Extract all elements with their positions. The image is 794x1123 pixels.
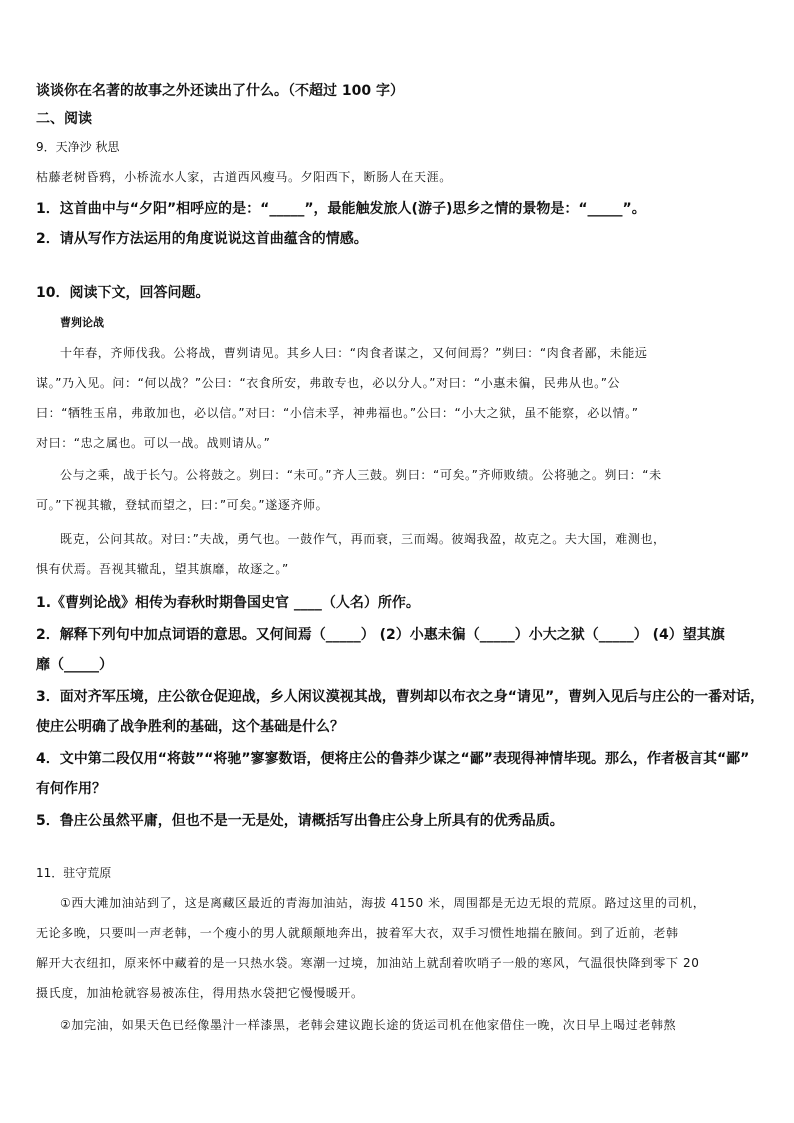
question-10-sub-5: 5．鲁庄公虽然平庸，但也不是一无是处，请概括写出鲁庄公身上所具有的优秀品质。 bbox=[36, 813, 564, 829]
passage-para-3-line-2: 惧有伏焉。吾视其辙乱，望其旗靡，故逐之。” bbox=[36, 562, 289, 576]
question-11-title: 11．驻守荒原 bbox=[36, 866, 112, 880]
passage-para-1-line-1: 十年春，齐师伐我。公将战，曹刿请见。其乡人曰：“肉食者谋之，又何间焉？”刿曰：“肉食者鄙，未能远 bbox=[60, 346, 648, 360]
question-10-sub-2-line-1: 2．解释下列句中加点词语的意思。又何间焉（_____） (2）小惠未徧（_____）小大之狱（_____） (4）望其旗 bbox=[36, 627, 725, 643]
passage-para-1-line-3: 曰：“牺牲玉帛，弗敢加也，必以信。”对曰：“小信未孚，神弗福也。”公曰：“小大之狱，虽不能察，必以情。” bbox=[36, 406, 639, 420]
question-9-sub-1: 1．这首曲中与“夕阳”相呼应的是：“_____”，最能触发旅人(游子)思乡之情的景物是：“_____”。 bbox=[36, 201, 646, 217]
story-para-1-line-4: 摄氏度，加油枪就容易被冻住，得用热水袋把它慢慢暖开。 bbox=[36, 986, 364, 1000]
passage-para-1-line-2: 谋。”乃入见。问：“何以战？”公曰：“衣食所安，弗敢专也，必以分人。”对曰：“小惠未徧，民弗从也。”公 bbox=[36, 376, 621, 390]
prev-question-tail: 谈谈你在名著的故事之外还读出了什么。（不超过 100 字） bbox=[36, 83, 404, 99]
question-9-title: 9．天净沙 秋思 bbox=[36, 140, 120, 154]
story-para-1-line-1: ①西大滩加油站到了，这是离藏区最近的青海加油站，海拔 4150 米，周围都是无边无垠的荒原。路过这里的司机， bbox=[60, 896, 706, 910]
question-10-title: 10．阅读下文，回答问题。 bbox=[36, 285, 210, 301]
story-para-1-line-2: 无论多晚，只要叫一声老韩，一个瘦小的男人就颠颠地奔出，披着军大衣，双手习惯性地揣在腋间。到了近前，老韩 bbox=[36, 926, 679, 940]
question-10-sub-4-line-2: 有何作用？ bbox=[36, 781, 106, 797]
section-heading-reading: 二、阅读 bbox=[36, 111, 92, 127]
story-para-2-line-1: ②加完油，如果天色已经像墨汁一样漆黑，老韩会建议跑长途的货运司机在他家借住一晚，次日早上喝过老韩熬 bbox=[60, 1018, 677, 1032]
question-10-sub-4-line-1: 4．文中第二段仅用“将鼓”“将驰”寥寥数语，便将庄公的鲁莽少谋之“鄙”表现得神情毕现。那么，作者极言其“鄙” bbox=[36, 751, 750, 767]
question-9-sub-2: 2．请从写作方法运用的角度说说这首曲蕴含的情感。 bbox=[36, 231, 368, 247]
passage-para-1-line-4: 对曰：“忠之属也。可以一战。战则请从。” bbox=[36, 436, 271, 450]
passage-title-caogui: 曹刿论战 bbox=[60, 316, 104, 329]
passage-para-2-line-2: 可。”下视其辙，登轼而望之，曰：”可矣。”遂逐齐师。 bbox=[36, 498, 329, 512]
passage-para-3-line-1: 既克，公问其故。对曰：”夫战，勇气也。一鼓作气，再而衰，三而竭。彼竭我盈，故克之。夫大国，难测也， bbox=[60, 532, 666, 546]
question-10-sub-1: 1.《曹刿论战》相传为春秋时期鲁国史官 ____（人名）所作。 bbox=[36, 595, 420, 611]
passage-para-2-line-1: 公与之乘，战于长勺。公将鼓之。刿曰：“未可。”齐人三鼓。刿曰：“可矣。”齐师败绩。公将驰之。刿曰：“未 bbox=[60, 468, 662, 482]
question-10-sub-2-line-2: 靡（_____） bbox=[36, 657, 113, 673]
poem-text: 枯藤老树昏鸦，小桥流水人家，古道西风瘦马。夕阳西下，断肠人在天涯。 bbox=[36, 170, 452, 184]
question-10-sub-3-line-1: 3．面对齐军压境，庄公欲仓促迎战，乡人闲议漠视其战，曹刿却以布衣之身“请见”，曹刿入见后与庄公的一番对话， bbox=[36, 689, 765, 705]
story-para-1-line-3: 解开大衣纽扣，原来怀中藏着的是一只热水袋。寒潮一过境，加油站上就刮着吹哨子一般的寒风，气温很快降到零下 20 bbox=[36, 956, 700, 970]
question-10-sub-3-line-2: 使庄公明确了战争胜利的基础，这个基础是什么？ bbox=[36, 719, 344, 735]
